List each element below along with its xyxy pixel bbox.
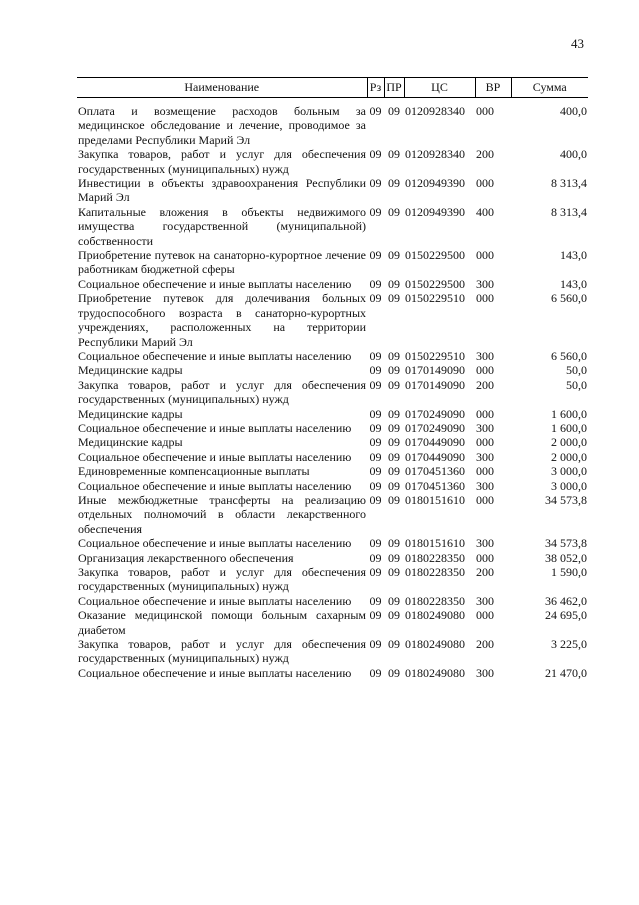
row-name-cell: Социальное обеспечение и иные выплаты населению: [78, 478, 352, 493]
row-rz-cell: 09: [369, 435, 382, 450]
row-vr-cell: 400: [476, 204, 494, 219]
row-cs-cell: 0170451360: [405, 478, 465, 493]
row-pr-cell: 09: [388, 550, 400, 565]
table-row: [77, 536, 588, 550]
row-name-cell: Иные межбюджетные трансферты на реализацию отдельных полномочий в области лекарственного обеспечения: [78, 492, 366, 536]
row-name-cell: Медицинские кадры: [78, 406, 183, 421]
row-rz-cell: 09: [369, 608, 382, 623]
row-pr-cell: 09: [388, 176, 400, 191]
row-name-cell: Закупка товаров, работ и услуг для обеспечения государственных (муниципальных) нужд: [78, 147, 366, 176]
row-pr-cell: 09: [388, 147, 400, 162]
row-vr-cell: 000: [476, 492, 494, 507]
row-cs-cell: 0120928340: [405, 104, 465, 118]
table-row: [77, 176, 588, 205]
column-header-vr: ВР: [475, 78, 511, 98]
row-name-cell: Социальное обеспечение и иные выплаты населению: [78, 420, 352, 435]
row-rz-cell: 09: [369, 176, 382, 191]
row-name-cell: Социальное обеспечение и иные выплаты населению: [78, 536, 352, 551]
row-pr-cell: 09: [388, 406, 400, 421]
column-header-rz: Рз: [367, 78, 384, 98]
table-row: [77, 594, 588, 608]
row-sum-cell: 38 052,0: [545, 550, 587, 565]
row-pr-cell: 09: [388, 348, 400, 363]
row-sum-cell: 21 470,0: [545, 665, 587, 680]
row-name-cell: Социальное обеспечение и иные выплаты населению: [78, 593, 352, 608]
table-row: [77, 464, 588, 478]
row-vr-cell: 300: [476, 348, 494, 363]
row-pr-cell: 09: [388, 464, 400, 479]
row-vr-cell: 000: [476, 363, 494, 378]
row-cs-cell: 0170249090: [405, 420, 465, 435]
row-vr-cell: 300: [476, 478, 494, 493]
row-cs-cell: 0180228350: [405, 550, 465, 565]
row-pr-cell: 09: [388, 608, 400, 623]
row-rz-cell: 09: [369, 478, 382, 493]
row-name-cell: Закупка товаров, работ и услуг для обеспечения государственных (муниципальных) нужд: [78, 565, 366, 594]
table-row: [77, 421, 588, 435]
table-row: [77, 666, 588, 680]
row-name-cell: Единовременные компенсационные выплаты: [78, 464, 310, 479]
table-row: [77, 349, 588, 363]
column-header-sum: Сумма: [511, 78, 588, 98]
row-rz-cell: 09: [369, 406, 382, 421]
row-vr-cell: 300: [476, 536, 494, 551]
table-row: [77, 291, 588, 349]
row-name-cell: Закупка товаров, работ и услуг для обеспечения государственных (муниципальных) нужд: [78, 637, 366, 666]
row-pr-cell: 09: [388, 363, 400, 378]
row-cs-cell: 0180151610: [405, 536, 465, 551]
row-rz-cell: 09: [369, 550, 382, 565]
row-rz-cell: 09: [369, 593, 382, 608]
row-rz-cell: 09: [369, 637, 382, 652]
row-rz-cell: 09: [369, 536, 382, 551]
row-sum-cell: 400,0: [560, 104, 587, 118]
row-vr-cell: 300: [476, 276, 494, 291]
row-cs-cell: 0120949390: [405, 176, 465, 191]
row-name-cell: Социальное обеспечение и иные выплаты населению: [78, 276, 352, 291]
row-pr-cell: 09: [388, 593, 400, 608]
row-sum-cell: 36 462,0: [545, 593, 587, 608]
row-vr-cell: 200: [476, 637, 494, 652]
row-rz-cell: 09: [369, 147, 382, 162]
table-row: [77, 104, 588, 147]
table-row: [77, 493, 588, 536]
row-cs-cell: 0170449090: [405, 449, 465, 464]
row-cs-cell: 0150229510: [405, 348, 465, 363]
row-pr-cell: 09: [388, 637, 400, 652]
row-vr-cell: 200: [476, 565, 494, 579]
table-row: [77, 147, 588, 176]
table-row: [77, 363, 588, 377]
row-rz-cell: 09: [369, 363, 382, 378]
table-row: [77, 637, 588, 666]
row-sum-cell: 143,0: [560, 248, 587, 263]
row-name-cell: Приобретение путевок на санаторно-курортное лечение работникам бюджетной сферы: [78, 248, 366, 277]
row-name-cell: Оплата и возмещение расходов больным за медицинское обследование и лечение, проводимое за пределами Республики Марий Эл: [78, 104, 366, 147]
row-sum-cell: 34 573,8: [545, 492, 587, 507]
row-cs-cell: 0180249080: [405, 665, 465, 680]
table-row: [77, 608, 588, 637]
row-rz-cell: 09: [369, 204, 382, 219]
row-sum-cell: 1 600,0: [551, 406, 587, 421]
row-cs-cell: 0150229500: [405, 276, 465, 291]
row-rz-cell: 09: [369, 449, 382, 464]
row-rz-cell: 09: [369, 665, 382, 680]
row-pr-cell: 09: [388, 536, 400, 551]
row-cs-cell: 0170249090: [405, 406, 465, 421]
row-cs-cell: 0170451360: [405, 464, 465, 479]
row-pr-cell: 09: [388, 204, 400, 219]
row-cs-cell: 0120928340: [405, 147, 465, 162]
row-name-cell: Инвестиции в объекты здравоохранения Республики Марий Эл: [78, 176, 366, 205]
row-sum-cell: 143,0: [560, 276, 587, 291]
row-vr-cell: 000: [476, 291, 494, 306]
row-vr-cell: 000: [476, 104, 494, 118]
row-cs-cell: 0180151610: [405, 492, 465, 507]
row-sum-cell: 8 313,4: [551, 204, 587, 219]
row-name-cell: Организация лекарственного обеспечения: [78, 550, 294, 565]
row-pr-cell: 09: [388, 565, 400, 579]
page-number: 43: [571, 36, 584, 51]
row-pr-cell: 09: [388, 291, 400, 306]
row-sum-cell: 1 590,0: [551, 565, 587, 579]
row-vr-cell: 300: [476, 593, 494, 608]
row-pr-cell: 09: [388, 377, 400, 392]
row-sum-cell: 3 000,0: [551, 478, 587, 493]
row-rz-cell: 09: [369, 348, 382, 363]
row-sum-cell: 34 573,8: [545, 536, 587, 551]
row-vr-cell: 200: [476, 377, 494, 392]
row-cs-cell: 0170149090: [405, 377, 465, 392]
row-vr-cell: 200: [476, 147, 494, 162]
row-rz-cell: 09: [369, 492, 382, 507]
row-cs-cell: 0170449090: [405, 435, 465, 450]
row-name-cell: Социальное обеспечение и иные выплаты населению: [78, 348, 352, 363]
table-row: [77, 248, 588, 277]
table-row: [77, 450, 588, 464]
row-sum-cell: 50,0: [566, 377, 587, 392]
table-row: [77, 435, 588, 449]
row-rz-cell: 09: [369, 291, 382, 306]
row-rz-cell: 09: [369, 104, 382, 118]
row-vr-cell: 000: [476, 464, 494, 479]
table-row: [77, 565, 588, 594]
table-row: [77, 378, 588, 407]
table-body: [77, 104, 588, 680]
row-cs-cell: 0180249080: [405, 637, 465, 652]
row-vr-cell: 000: [476, 406, 494, 421]
row-cs-cell: 0170149090: [405, 363, 465, 378]
row-name-cell: Приобретение путевок для долечивания больных трудоспособного возраста в санаторно-курортных учреждениях, расположенных на территории Республики Марий Эл: [78, 291, 366, 349]
row-name-cell: Оказание медицинской помощи больным сахарным диабетом: [78, 608, 366, 637]
row-pr-cell: 09: [388, 449, 400, 464]
row-vr-cell: 000: [476, 176, 494, 191]
row-pr-cell: 09: [388, 435, 400, 450]
row-vr-cell: 300: [476, 449, 494, 464]
row-vr-cell: 000: [476, 550, 494, 565]
row-sum-cell: 50,0: [566, 363, 587, 378]
row-rz-cell: 09: [369, 377, 382, 392]
row-rz-cell: 09: [369, 464, 382, 479]
column-header-pr: ПР: [384, 78, 404, 98]
row-sum-cell: 1 600,0: [551, 420, 587, 435]
row-cs-cell: 0150229510: [405, 291, 465, 306]
table-header-row: [77, 78, 588, 98]
row-pr-cell: 09: [388, 665, 400, 680]
row-rz-cell: 09: [369, 276, 382, 291]
column-header-name: Наименование: [77, 78, 367, 98]
row-vr-cell: 300: [476, 420, 494, 435]
row-vr-cell: 000: [476, 435, 494, 450]
row-cs-cell: 0180228350: [405, 565, 465, 579]
row-name-cell: Капитальные вложения в объекты недвижимого имущества государственной (муниципальной) собственности: [78, 204, 366, 248]
row-pr-cell: 09: [388, 492, 400, 507]
row-cs-cell: 0180249080: [405, 608, 465, 623]
row-sum-cell: 3 000,0: [551, 464, 587, 479]
row-pr-cell: 09: [388, 276, 400, 291]
row-sum-cell: 2 000,0: [551, 435, 587, 450]
row-vr-cell: 000: [476, 608, 494, 623]
row-sum-cell: 3 225,0: [551, 637, 587, 652]
row-sum-cell: 2 000,0: [551, 449, 587, 464]
row-rz-cell: 09: [369, 420, 382, 435]
row-cs-cell: 0120949390: [405, 204, 465, 219]
row-pr-cell: 09: [388, 478, 400, 493]
table-row: [77, 277, 588, 291]
row-sum-cell: 6 560,0: [551, 291, 587, 306]
row-vr-cell: 000: [476, 248, 494, 263]
row-vr-cell: 300: [476, 665, 494, 680]
row-name-cell: Социальное обеспечение и иные выплаты населению: [78, 449, 352, 464]
budget-table: [77, 77, 588, 680]
table-row: [77, 551, 588, 565]
row-cs-cell: 0180228350: [405, 593, 465, 608]
row-pr-cell: 09: [388, 420, 400, 435]
row-sum-cell: 8 313,4: [551, 176, 587, 191]
row-sum-cell: 6 560,0: [551, 348, 587, 363]
row-sum-cell: 24 695,0: [545, 608, 587, 623]
row-pr-cell: 09: [388, 248, 400, 263]
row-name-cell: Медицинские кадры: [78, 363, 183, 378]
row-name-cell: Закупка товаров, работ и услуг для обеспечения государственных (муниципальных) нужд: [78, 377, 366, 407]
row-cs-cell: 0150229500: [405, 248, 465, 263]
row-pr-cell: 09: [388, 104, 400, 118]
table-row: [77, 205, 588, 248]
row-sum-cell: 400,0: [560, 147, 587, 162]
row-name-cell: Медицинские кадры: [78, 435, 183, 450]
row-rz-cell: 09: [369, 248, 382, 263]
table-row: [77, 407, 588, 421]
table-row: [77, 479, 588, 493]
row-name-cell: Социальное обеспечение и иные выплаты населению: [78, 665, 352, 680]
row-rz-cell: 09: [369, 565, 382, 579]
column-header-cs: ЦС: [404, 78, 475, 98]
